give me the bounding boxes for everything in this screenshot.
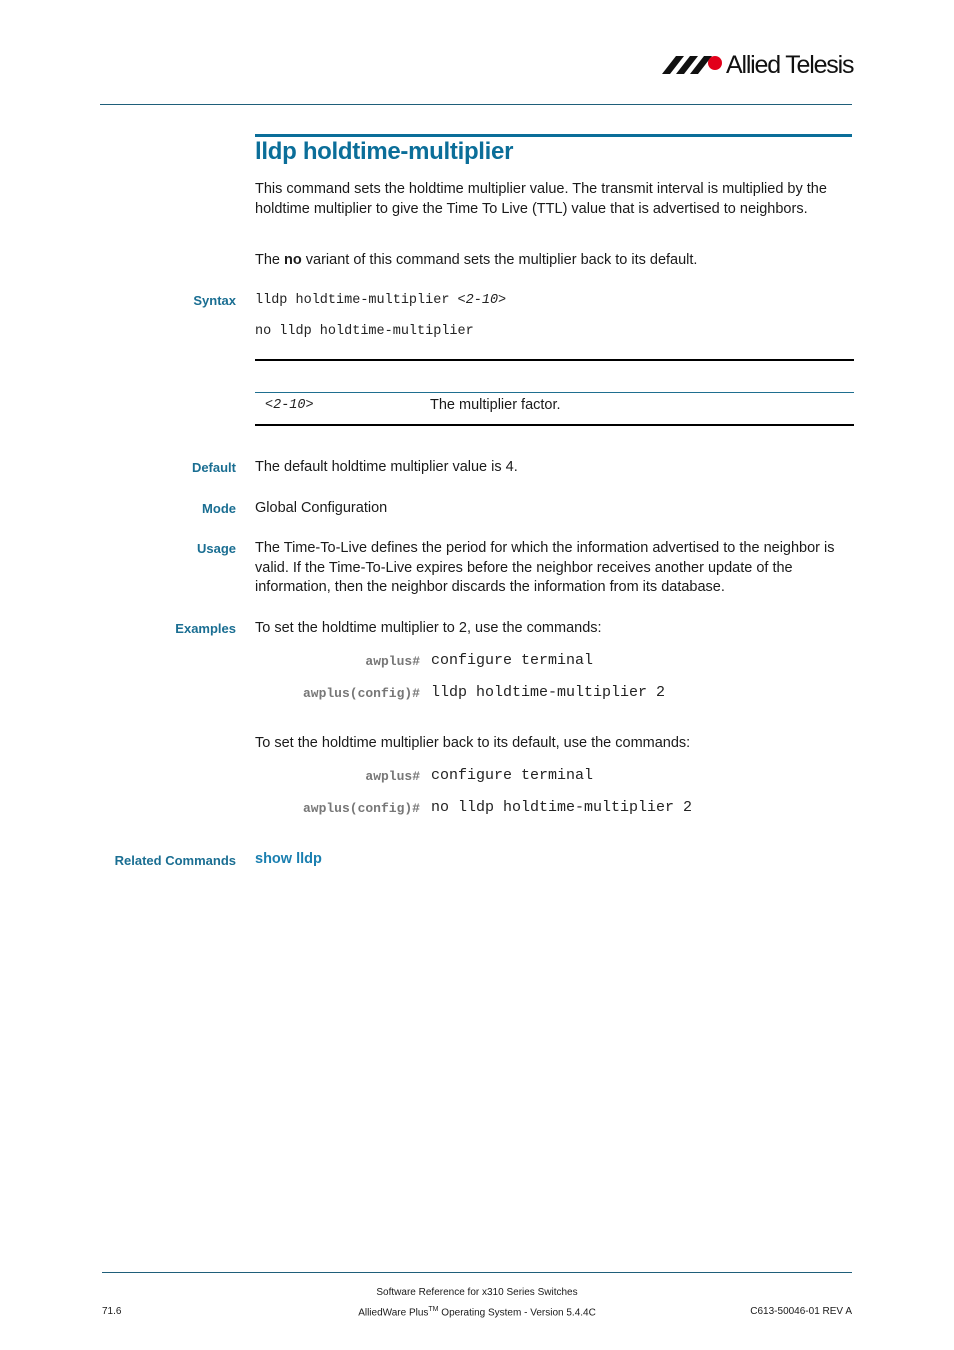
mode-label: Mode (202, 501, 236, 516)
usage-label: Usage (196, 541, 236, 556)
example-2-prompt-1: awplus# (365, 769, 420, 784)
example-1-prompt-2: awplus(config)# (302, 686, 420, 701)
page-title: lldp holdtime-multiplier (255, 138, 514, 165)
example-2-prompt-2: awplus(config)# (302, 801, 420, 816)
example-2-command-1: configure terminal (431, 767, 594, 784)
param-description-cell: The multiplier factor. (430, 397, 561, 413)
document-id: C613-50046-01 REV A (750, 1306, 852, 1317)
allied-telesis-logo (662, 50, 854, 80)
table-header-rule (255, 392, 854, 393)
footer-rule (102, 1272, 852, 1273)
no-variant-paragraph: The no variant of this command sets the multiplier back to its default. (255, 252, 698, 268)
logo-mark-icon (662, 50, 726, 80)
default-label: Default (191, 460, 236, 475)
default-text: The default holdtime multiplier value is 4. (255, 459, 518, 475)
show-lldp-link[interactable]: show lldp (255, 851, 322, 867)
example-1-command-2: lldp holdtime-multiplier 2 (431, 684, 666, 701)
header-rule (100, 104, 852, 105)
param-cell: <2-10> (265, 398, 314, 413)
example-2-intro: To set the holdtime multiplier back to its default, use the commands: (255, 735, 691, 751)
usage-text: The Time-To-Live defines the period for which the information advertised to the neighbor is valid. If the Time-To-Live expires before the neighbor receives another update of the information, then the neighbor discards the information from its database. (255, 540, 835, 595)
example-2-command-2: no lldp holdtime-multiplier 2 (431, 799, 693, 816)
example-1-command-1: configure terminal (431, 652, 594, 669)
footer-title: Software Reference for x310 Series Switches (376, 1287, 578, 1298)
examples-label: Examples (175, 621, 236, 636)
syntax-label: Syntax (193, 293, 236, 308)
title-rule (255, 134, 852, 137)
mode-text: Global Configuration (255, 500, 388, 516)
syntax-line-1: lldp holdtime-multiplier <2-10> (255, 293, 507, 308)
table-top-rule (255, 359, 854, 361)
footer-product: AlliedWare Plus™ Operating System - Version 5.4.4C (358, 1306, 596, 1319)
intro-paragraph: This command sets the holdtime multiplier value. The transmit interval is multiplied by the holdtime multiplier to give the Time To Live (TTL) value that is advertised to neighbors. (255, 181, 827, 217)
table-bottom-rule (255, 424, 854, 426)
logo-text: Allied Telesis (726, 51, 854, 79)
example-1-prompt-1: awplus# (365, 654, 420, 669)
related-commands-label: Related Commands (114, 853, 236, 868)
syntax-line-2: no lldp holdtime-multiplier (255, 324, 474, 339)
page-number: 71.6 (102, 1306, 122, 1317)
example-1-intro: To set the holdtime multiplier to 2, use the commands: (255, 620, 602, 636)
